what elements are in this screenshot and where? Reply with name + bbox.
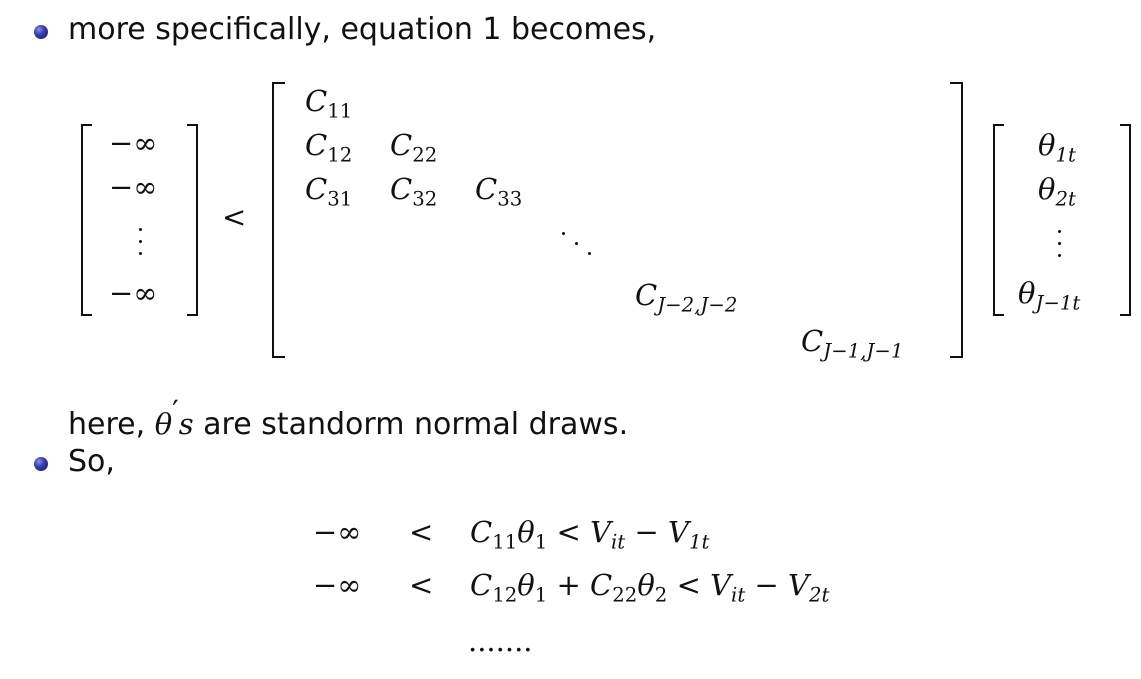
continuation-dots: ....... xyxy=(468,624,533,658)
matrix-entry-c22: $C_{22}$ xyxy=(390,128,438,167)
bullet-marker xyxy=(34,25,48,39)
lhs-row-1: −∞ xyxy=(109,126,158,160)
relation-less-than: < xyxy=(222,200,247,234)
bullet-text-1: more specifically, equation 1 becomes, xyxy=(68,12,657,47)
matrix-entry-cj1: $C_{J-1,J-1}$ xyxy=(801,324,904,363)
lhs-row-2: −∞ xyxy=(109,170,158,204)
matrix-ddots xyxy=(562,232,598,258)
note-prime: ′ xyxy=(172,394,179,428)
rhs-left-bracket xyxy=(993,124,1004,316)
ineq1-lhs: −∞ xyxy=(313,515,362,549)
note-theta: θ xyxy=(154,407,173,442)
matrix-entry-c31: $C_{31}$ xyxy=(305,172,353,211)
bullet-text-2: So, xyxy=(68,444,115,479)
matrix-left-bracket xyxy=(272,82,285,358)
matrix-right-bracket xyxy=(950,82,963,358)
note-line xyxy=(68,394,628,442)
matrix-entry-cj2: $C_{J-2,J-2}$ xyxy=(635,278,738,317)
lhs-right-bracket xyxy=(187,124,198,316)
matrix-entry-c33: $C_{33}$ xyxy=(475,172,523,211)
matrix-entry-c12: $C_{12}$ xyxy=(305,128,353,167)
lhs-row-4: −∞ xyxy=(109,276,158,310)
note-s: s xyxy=(178,407,194,442)
bullet-marker xyxy=(34,457,48,471)
ineq2-rhs: $C_{12}\theta_1 + C_{22}\theta_2 < V_{it} - V_{2t}$ xyxy=(470,568,830,607)
ineq2-lhs: −∞ xyxy=(313,568,362,602)
ineq2-rel: < xyxy=(409,568,434,602)
matrix-entry-c32: $C_{32}$ xyxy=(390,172,438,211)
rhs-right-bracket xyxy=(1120,124,1131,316)
rhs-row-4: $\theta_{J-1t}$ xyxy=(1018,276,1081,315)
matrix-entry-c11: $C_{11}$ xyxy=(305,84,353,123)
note-suffix: are standorm normal draws. xyxy=(193,407,629,443)
lhs-vdots xyxy=(139,228,143,262)
rhs-row-2: $\theta_{2t}$ xyxy=(1038,172,1076,211)
lhs-left-bracket xyxy=(81,124,92,316)
ineq1-rel: < xyxy=(409,515,434,549)
note-prefix: here, xyxy=(68,407,155,443)
rhs-row-1: $\theta_{1t}$ xyxy=(1038,128,1076,167)
ineq1-rhs: $C_{11}\theta_1 < V_{it} - V_{1t}$ xyxy=(470,515,710,554)
rhs-vdots xyxy=(1058,230,1062,264)
